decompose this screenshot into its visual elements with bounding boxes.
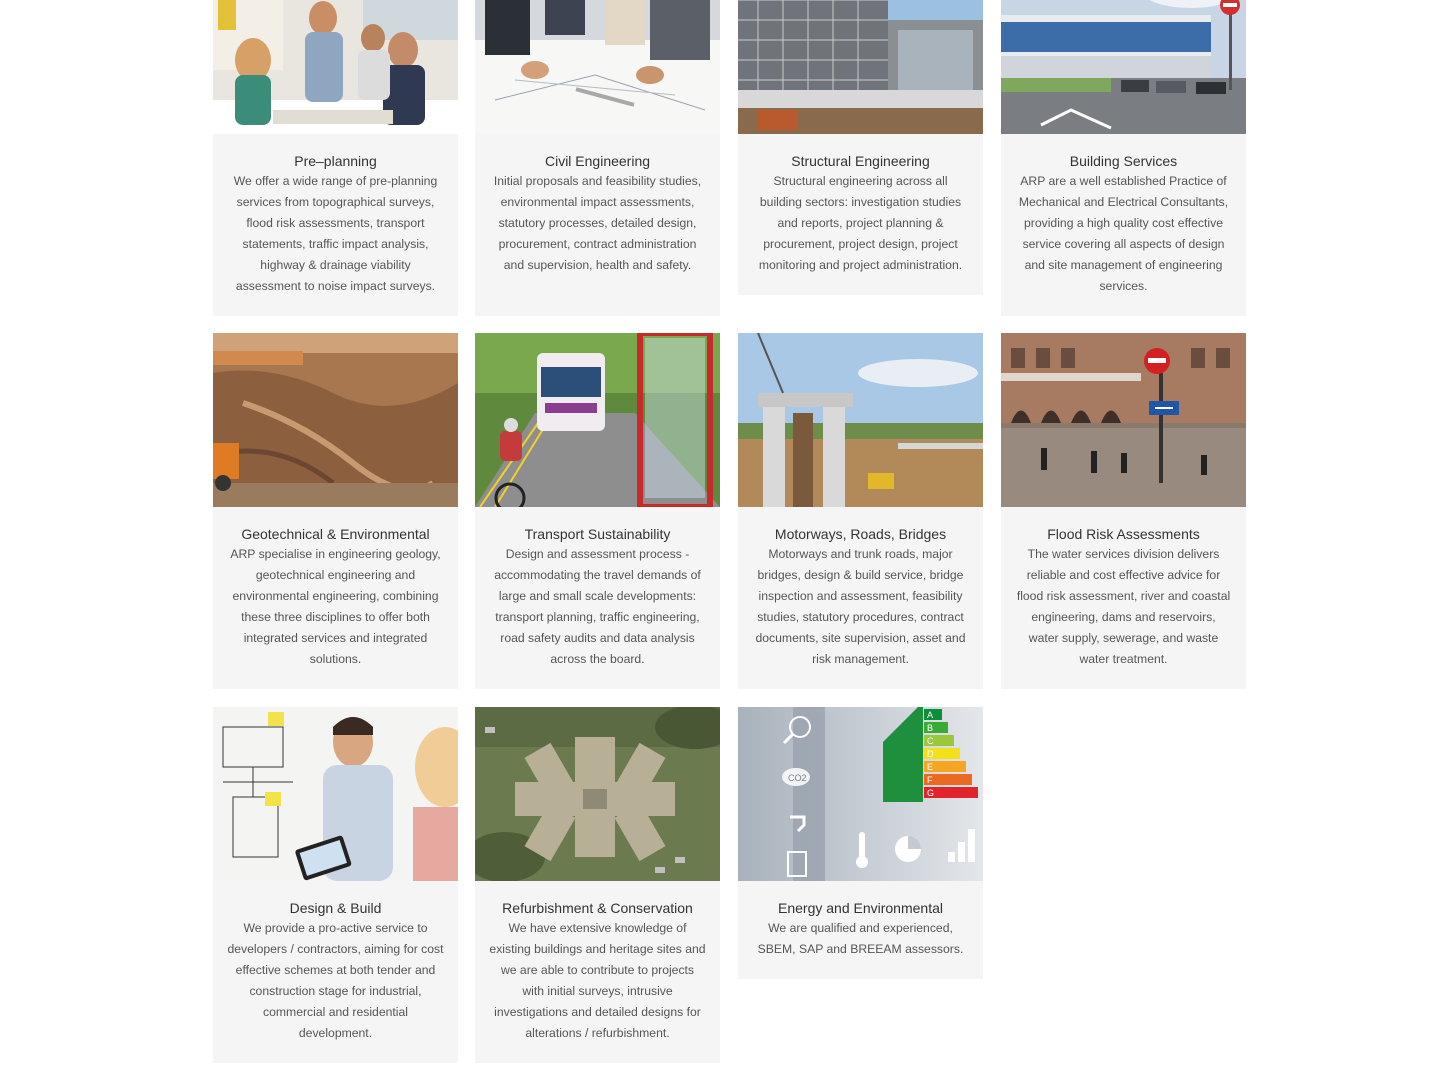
service-image[interactable] <box>738 333 983 507</box>
service-description: Motorways and trunk roads, major bridges, design & build service, bridge inspection and assessment, feasibility studies, statutory procedures, contract documents, site supervision, asset and risk management. <box>755 547 966 666</box>
service-title: Design & Build <box>289 900 382 916</box>
service-title: Structural Engineering <box>791 153 930 169</box>
architect-with-tablet-photo <box>213 707 458 881</box>
service-description: We are qualified and experienced, SBEM, SAP and BREEAM assessors. <box>757 921 964 956</box>
service-image[interactable] <box>1001 333 1246 507</box>
service-card-flood-risk-assessments[interactable] <box>1001 333 1246 689</box>
energy-band-label: A <box>927 710 934 720</box>
service-description: We offer a wide range of pre-planning services from topographical surveys, flood risk assessments, transport statements, traffic impact analysis, highway & drainage viability assessment to noise impact surveys. <box>233 174 438 293</box>
flooded-street-photo <box>1001 333 1246 507</box>
service-card-pre-planning[interactable] <box>213 0 458 316</box>
service-image[interactable] <box>475 0 720 134</box>
service-image[interactable] <box>213 0 458 134</box>
service-image[interactable] <box>213 333 458 507</box>
energy-band-label: D <box>927 749 934 759</box>
energy-band-label: B <box>927 723 934 733</box>
cyclist-and-bus-photo <box>475 333 720 507</box>
service-title: Flood Risk Assessments <box>1047 526 1200 542</box>
service-image[interactable] <box>738 0 983 134</box>
service-card-transport-sustainability[interactable] <box>475 333 720 689</box>
service-title: Building Services <box>1069 153 1178 169</box>
service-description: Initial proposals and feasibility studies, environmental impact assessments, statutory processes, detailed design, procurement, contract administration and supervision, health and safety. <box>493 174 702 272</box>
office-team-meeting-photo <box>213 0 458 134</box>
service-card-structural-engineering[interactable] <box>738 0 983 295</box>
service-card-geotechnical-environmental[interactable] <box>213 333 458 689</box>
energy-band-label: F <box>927 775 933 785</box>
energy-rating-chart-photo <box>738 707 983 881</box>
energy-band-label: G <box>927 788 935 798</box>
office-building-car-park-photo <box>1001 0 1246 134</box>
service-description: We provide a pro-active service to developers / contractors, aiming for cost effective schemes at both tender and construction stage for industrial, commercial and residential development. <box>227 921 444 1040</box>
energy-band-label: C <box>927 736 934 746</box>
service-title: Civil Engineering <box>544 153 651 169</box>
service-description: ARP specialise in engineering geology, geotechnical engineering and environmental engineering, combining these three disciplines to offer both integrated services and integrated solutions. <box>230 547 441 666</box>
service-image[interactable] <box>1001 0 1246 134</box>
service-image[interactable] <box>475 707 720 881</box>
energy-band-label: E <box>927 762 934 772</box>
service-title: Refurbishment & Conservation <box>502 900 693 916</box>
service-title: Geotechnical & Environmental <box>241 526 430 542</box>
service-card-motorways-roads-bridges[interactable] <box>738 333 983 689</box>
service-image[interactable] <box>475 333 720 507</box>
service-title: Energy and Environmental <box>778 900 943 916</box>
service-card-refurbishment-conservation[interactable] <box>475 707 720 1063</box>
co2-icon-label: CO2 <box>788 773 807 783</box>
service-description: Design and assessment process - accommodating the travel demands of large and small scale developments: transport planning, traffic engineering, road safety audits and data analysis across the board. <box>494 547 701 666</box>
service-title: Transport Sustainability <box>524 526 671 542</box>
service-image[interactable] <box>213 707 458 881</box>
engineers-reviewing-plans-photo <box>475 0 720 134</box>
service-card-building-services[interactable] <box>1001 0 1246 316</box>
service-description: ARP are a well established Practice of Mechanical and Electrical Consultants, providing a high quality cost effective service covering all aspects of design and site management of engineering services. <box>1018 174 1229 293</box>
service-card-energy-environmental[interactable] <box>738 707 983 979</box>
service-card-design-build[interactable] <box>213 707 458 1063</box>
service-card-civil-engineering[interactable] <box>475 0 720 316</box>
service-title: Pre–planning <box>294 153 377 169</box>
service-description: We have extensive knowledge of existing buildings and heritage sites and we are able to contribute to projects with initial surveys, intrusive investigations and detailed designs for alterations / refurbishment. <box>489 921 706 1040</box>
service-description: Structural engineering across all building sectors: investigation studies and reports, project planning & procurement, project design, project monitoring and project administration. <box>758 174 963 272</box>
service-title: Motorways, Roads, Bridges <box>774 526 947 542</box>
bridge-pier-construction-photo <box>738 333 983 507</box>
scaffolded-building-photo <box>738 0 983 134</box>
excavated-rock-face-photo <box>213 333 458 507</box>
service-image[interactable] <box>738 707 983 881</box>
service-description: The water services division delivers reliable and cost effective advice for flood risk assessment, river and coastal engineering, dams and reservoirs, water supply, sewerage, and waste water treatment. <box>1016 547 1231 666</box>
aerial-heritage-building-photo <box>475 707 720 881</box>
